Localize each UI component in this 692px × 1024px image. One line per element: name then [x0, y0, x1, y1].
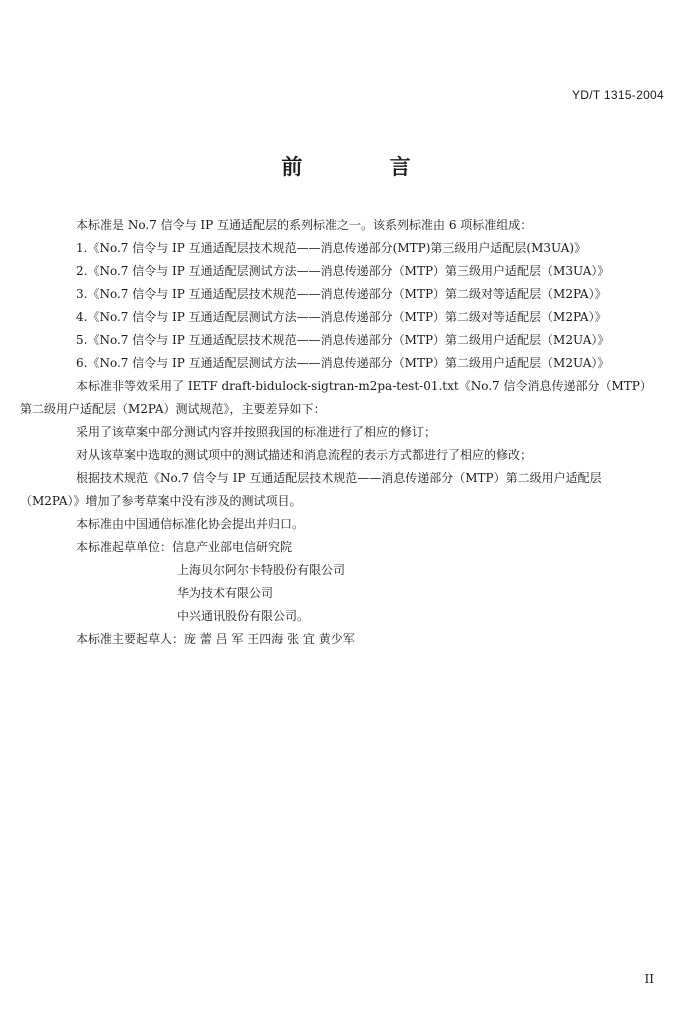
difference-item-2: 对从该草案中选取的测试项中的测试描述和消息流程的表示方式都进行了相应的修改；: [76, 448, 533, 462]
drafting-unit: 华为技术有限公司: [177, 586, 274, 600]
difference-item-1: 采用了该草案中部分测试内容并按照我国的标准进行了相应的修订；: [76, 425, 437, 439]
list-item: 1.《No.7 信令与 IP 互通适配层技术规范——消息传递部分(MTP)第三级用户适配层(M3UA)》: [76, 241, 587, 255]
list-item: 2.《No.7 信令与 IP 互通适配层测试方法——消息传递部分（MTP）第三级用户适配层（M3UA）》: [76, 264, 610, 278]
intro-paragraph: 本标准是 No.7 信令与 IP 互通适配层的系列标准之一。该系列标准由 6 项标准组成：: [76, 218, 533, 232]
page-title: 前 言: [281, 155, 451, 179]
difference-item-3-line1: 根据技术规范《No.7 信令与 IP 互通适配层技术规范——消息传递部分（MTP）第二级用户适配层: [76, 471, 602, 485]
ietf-paragraph-line1: 本标准非等效采用了 IETF draft-bidulock-sigtran-m2pa-test-01.txt《No.7 信令消息传递部分（MTP）: [76, 379, 652, 393]
page-number: II: [644, 972, 654, 986]
standard-code: YD/T 1315-2004: [571, 88, 664, 102]
drafters-paragraph: 本标准主要起草人：庞 蕾 吕 军 王四海 张 宜 黄少军: [76, 632, 355, 646]
drafting-unit: 中兴通讯股份有限公司。: [177, 609, 310, 623]
drafting-unit: 上海贝尔阿尔卡特股份有限公司: [177, 563, 346, 577]
list-item: 4.《No.7 信令与 IP 互通适配层测试方法——消息传递部分（MTP）第二级对等适配层（M2PA）》: [76, 310, 607, 324]
difference-item-3-line2: （M2PA）》增加了参考草案中没有涉及的测试项目。: [20, 494, 302, 508]
drafting-units-label: 本标准起草单位：信息产业部电信研究院: [76, 540, 293, 554]
list-item: 3.《No.7 信令与 IP 互通适配层技术规范——消息传递部分（MTP）第二级对等适配层（M2PA）》: [76, 287, 607, 301]
proposer-paragraph: 本标准由中国通信标准化协会提出并归口。: [76, 517, 305, 531]
foreword-body: [20, 214, 670, 651]
list-item: 5.《No.7 信令与 IP 互通适配层技术规范——消息传递部分（MTP）第二级用户适配层（M2UA）》: [76, 333, 610, 347]
list-item: 6.《No.7 信令与 IP 互通适配层测试方法——消息传递部分（MTP）第二级用户适配层（M2UA）》: [76, 356, 610, 370]
ietf-paragraph-line2: 第二级用户适配层（M2PA）测试规范》，主要差异如下：: [20, 402, 326, 416]
